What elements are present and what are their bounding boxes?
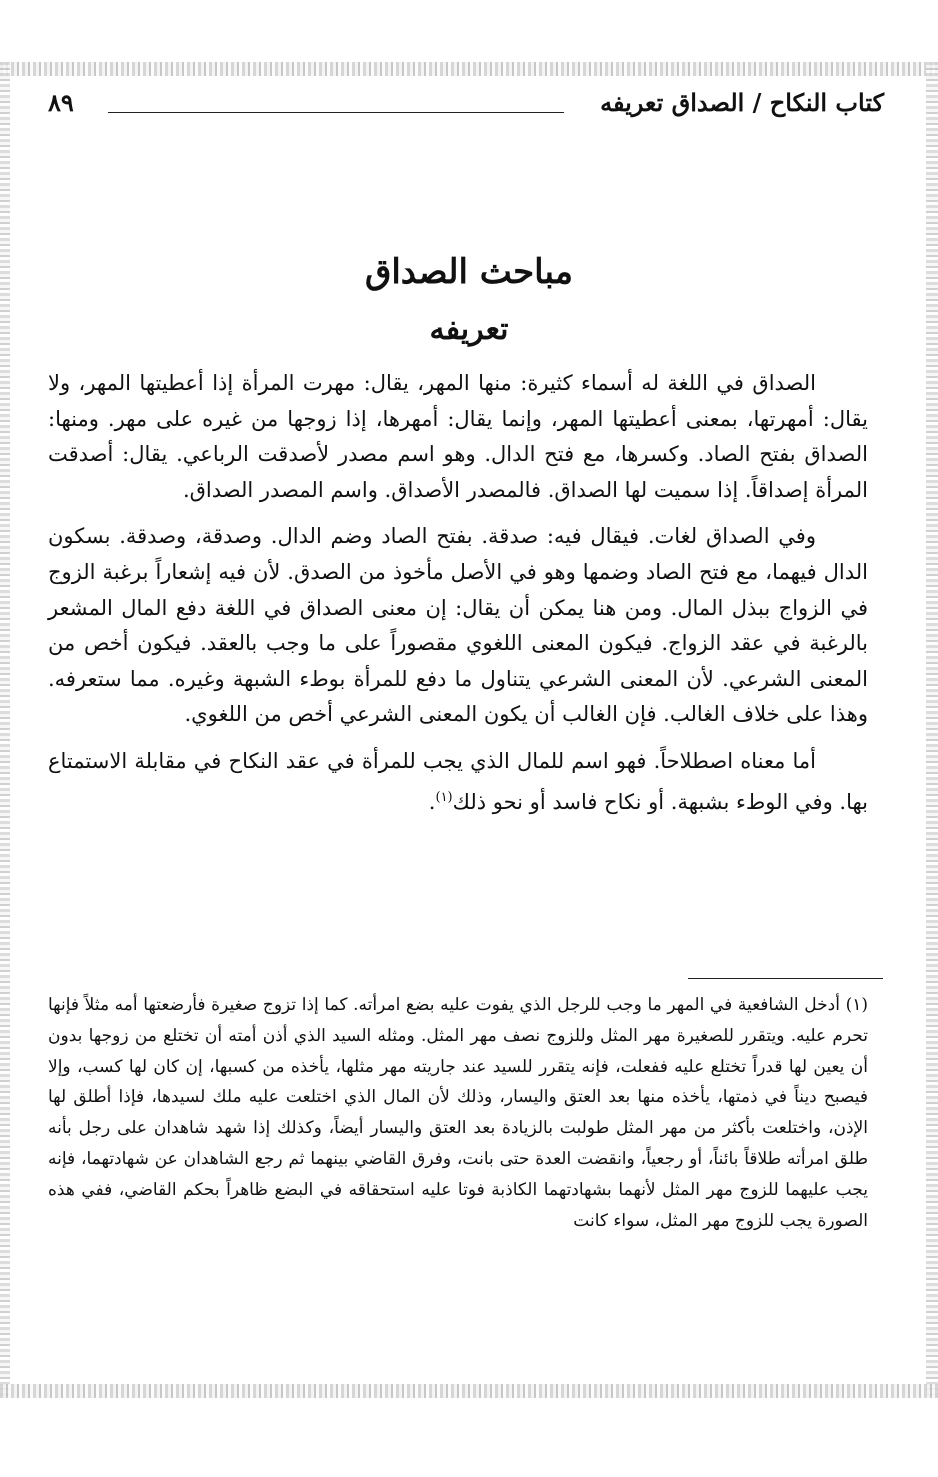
running-title: كتاب النكاح / الصداق تعريفه <box>600 88 884 117</box>
paragraph-3 <box>48 744 868 820</box>
body-text <box>48 366 868 820</box>
paragraph-2: وفي الصداق لغات. فيقال فيه: صدقة. بفتح الصاد وضم الدال. وصدقة، وصدقة. بسكون الدال فيهما، مع فتح الصاد وضمها وهو في الأصل مأخوذ من الصدق. لأن فيه إشعاراً برغبة الزوج في الزواج ببذل المال. ومن هنا يمكن أن يقال: إن معنى الصداق في اللغة دفع المال المشعر بالرغبة في عقد الزواج. فيكون المعنى اللغوي مقصوراً على ما وجب بالعقد. فيكون أخص من المعنى الشرعي. لأن المعنى الشرعي يتناول ما دفع للمرأة بوطء الشبهة وغيره. مما ستعرفه. وهذا على خلاف الغالب. فإن الغالب أن يكون المعنى الشرعي أخص من اللغوي. <box>48 524 868 727</box>
footnote-reference[interactable]: (١) <box>435 789 453 805</box>
bottom-ornamental-border <box>0 1384 938 1398</box>
paragraph-3-text: أما معناه اصطلاحاً. فهو اسم للمال الذي يجب للمرأة في عقد النكاح في مقابلة الاستمتاع بها. وفي الوطء بشبهة. أو نكاح فاسد أو نحو ذلك <box>48 748 868 814</box>
paragraph-3-end: . <box>428 789 436 814</box>
footnote-1: (١) أدخل الشافعية في المهر ما وجب للرجل الذي يفوت عليه بضع امرأته. كما إذا تزوج صغيرة فأرضعتها أمه مثلاً فإنها تحرم عليه. ويتقرر للصغيرة مهر المثل وللزوج نصف مهر المثل. ومثله السيد الذي أذن أمته أن تختلع من زوجها بدون أن يعين لها قدراً تختلع عليه ففعلت، فإنه يتقرر للسيد عند جاريته مهر مثلها، يأخذه من كسبها، إن كان لها كسب، وإلا فيصبح ديناً في ذمتها، يأخذه منها بعد العتق واليسار، وذلك لأن المال الذي اختلعت عليه ملك لسيدها، فإذا أطلق لها الإذن، واختلعت بأكثر من مهر المثل طولبت بالزيادة بعد العتق واليسار أيضاً، وكذلك إذا شهد شاهدان على رجل بأنه طلق امرأته طلاقاً بائناً، أو رجعياً، وانقضت العدة حتى بانت، وفرق القاضي بينهما ثم رجع الشاهدان عن شهادتهما، فإنه يجب عليهما للزوج مهر المثل لأنهما بشهادتهما الكاذبة فوتا عليه استحقاقه في البضع ظاهراً بحكم القاضي، ففي هذه الصورة يجب للزوج مهر المثل، سواء كانت <box>48 995 869 1231</box>
section-title: تعريفه <box>429 312 509 347</box>
footnotes <box>48 990 868 1236</box>
header-rule <box>108 112 564 113</box>
chapter-title: مباحث الصداق <box>364 252 574 292</box>
paragraph-1: الصداق في اللغة له أسماء كثيرة: منها المهر، يقال: مهرت المرأة إذا أعطيتها المهر، ولا يقال: أمهرتها، بمعنى أعطيتها المهر، وإنما يقال: أمهرها، إذا زوجها من غيره على مهر. ومنها: الصداق بفتح الصاد. وكسرها، مع فتح الدال. وهو اسم مصدر لأصدقت الرباعي. يقال: أصدقت المرأة إصداقاً. إذا سميت لها الصداق. فالمصدر الأصداق. واسم المصدر الصداق. <box>48 371 868 502</box>
top-ornamental-border <box>0 62 938 76</box>
page-number: ٨٩ <box>48 88 74 117</box>
running-header <box>28 88 884 128</box>
footnote-rule <box>688 978 883 979</box>
